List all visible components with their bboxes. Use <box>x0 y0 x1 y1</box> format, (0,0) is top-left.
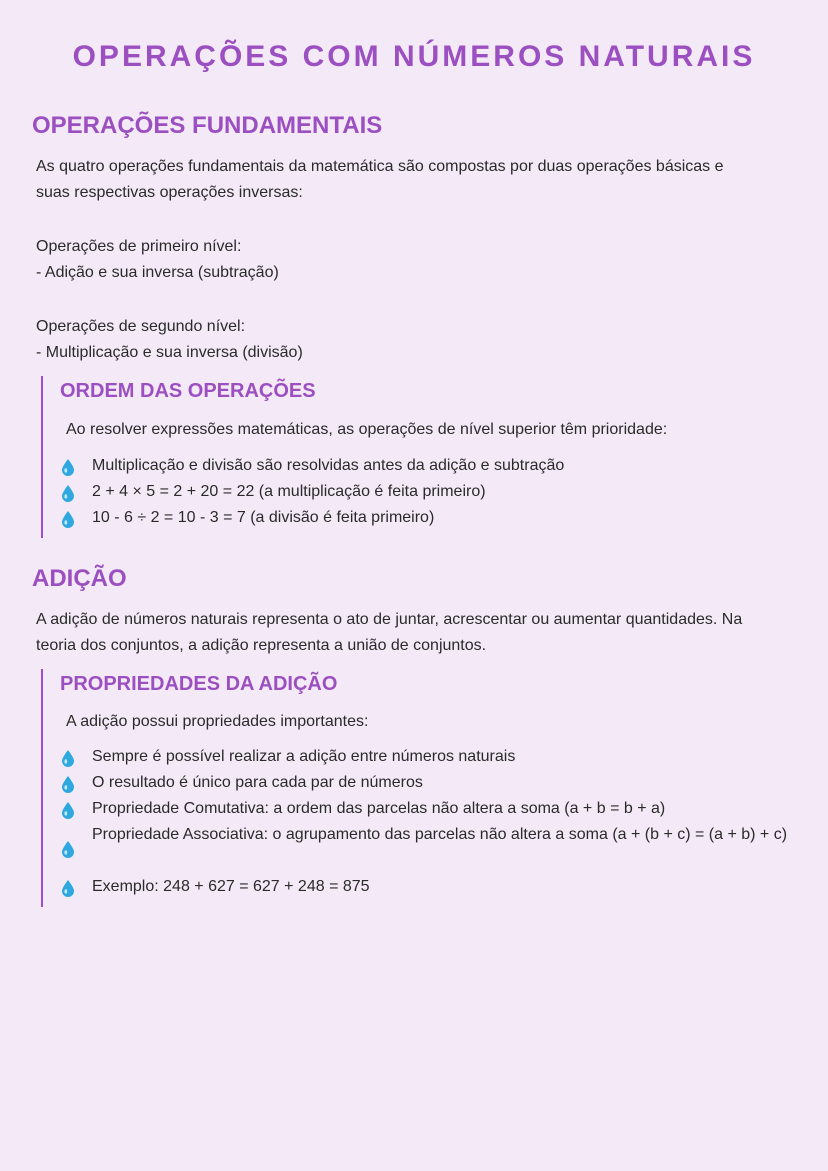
callout-intro: Ao resolver expressões matemáticas, as operações de nível superior têm prioridade: <box>66 421 668 438</box>
callout-propriedades-adicao <box>41 669 801 907</box>
section-heading-fundamentais: OPERAÇÕES FUNDAMENTAIS <box>32 112 383 139</box>
section-intro-line: As quatro operações fundamentais da matemática são compostas por duas operações básicas e <box>36 158 724 175</box>
level1-label: Operações de primeiro nível: <box>36 238 242 255</box>
droplet-icon <box>61 510 75 528</box>
section-intro-line: A adição de números naturais representa o ato de juntar, acrescentar ou aumentar quantidades. Na <box>36 611 743 628</box>
droplet-icon <box>61 749 75 767</box>
list-item-text: Multiplicação e divisão são resolvidas antes da adição e subtração <box>92 457 565 474</box>
list-item-text: 10 - 6 ÷ 2 = 10 - 3 = 7 (a divisão é feita primeiro) <box>92 509 435 526</box>
list-item-text: Propriedade Comutativa: a ordem das parcelas não altera a soma (a + b = b + a) <box>92 800 666 817</box>
droplet-icon <box>61 801 75 819</box>
section-intro-line: suas respectivas operações inversas: <box>36 184 303 201</box>
list-item-text: 2 + 4 × 5 = 2 + 20 = 22 (a multiplicação é feita primeiro) <box>92 483 486 500</box>
list-item-text: Exemplo: 248 + 627 = 627 + 248 = 875 <box>92 878 370 895</box>
list-item-text: Propriedade Associativa: o agrupamento das parcelas não altera a soma (a + (b + c) = (a + b) + c) <box>92 826 788 843</box>
droplet-icon <box>61 775 75 793</box>
droplet-icon <box>61 484 75 502</box>
list-item-text: Sempre é possível realizar a adição entre números naturais <box>92 748 516 765</box>
level2-label: Operações de segundo nível: <box>36 318 246 335</box>
level1-item: - Adição e sua inversa (subtração) <box>36 264 279 281</box>
level2-item: - Multiplicação e sua inversa (divisão) <box>36 344 303 361</box>
callout-heading: ORDEM DAS OPERAÇÕES <box>60 380 316 402</box>
section-intro-line: teoria dos conjuntos, a adição representa a união de conjuntos. <box>36 637 487 654</box>
droplet-icon <box>61 840 75 858</box>
callout-ordem-operacoes <box>41 376 801 538</box>
droplet-icon <box>61 458 75 476</box>
droplet-icon <box>61 879 75 897</box>
callout-heading: PROPRIEDADES DA ADIÇÃO <box>60 673 338 695</box>
callout-intro: A adição possui propriedades importantes: <box>66 713 369 730</box>
list-item-text: O resultado é único para cada par de números <box>92 774 423 791</box>
section-heading-adicao: ADIÇÃO <box>32 565 127 592</box>
page-title: OPERAÇÕES COM NÚMEROS NATURAIS <box>72 40 756 73</box>
